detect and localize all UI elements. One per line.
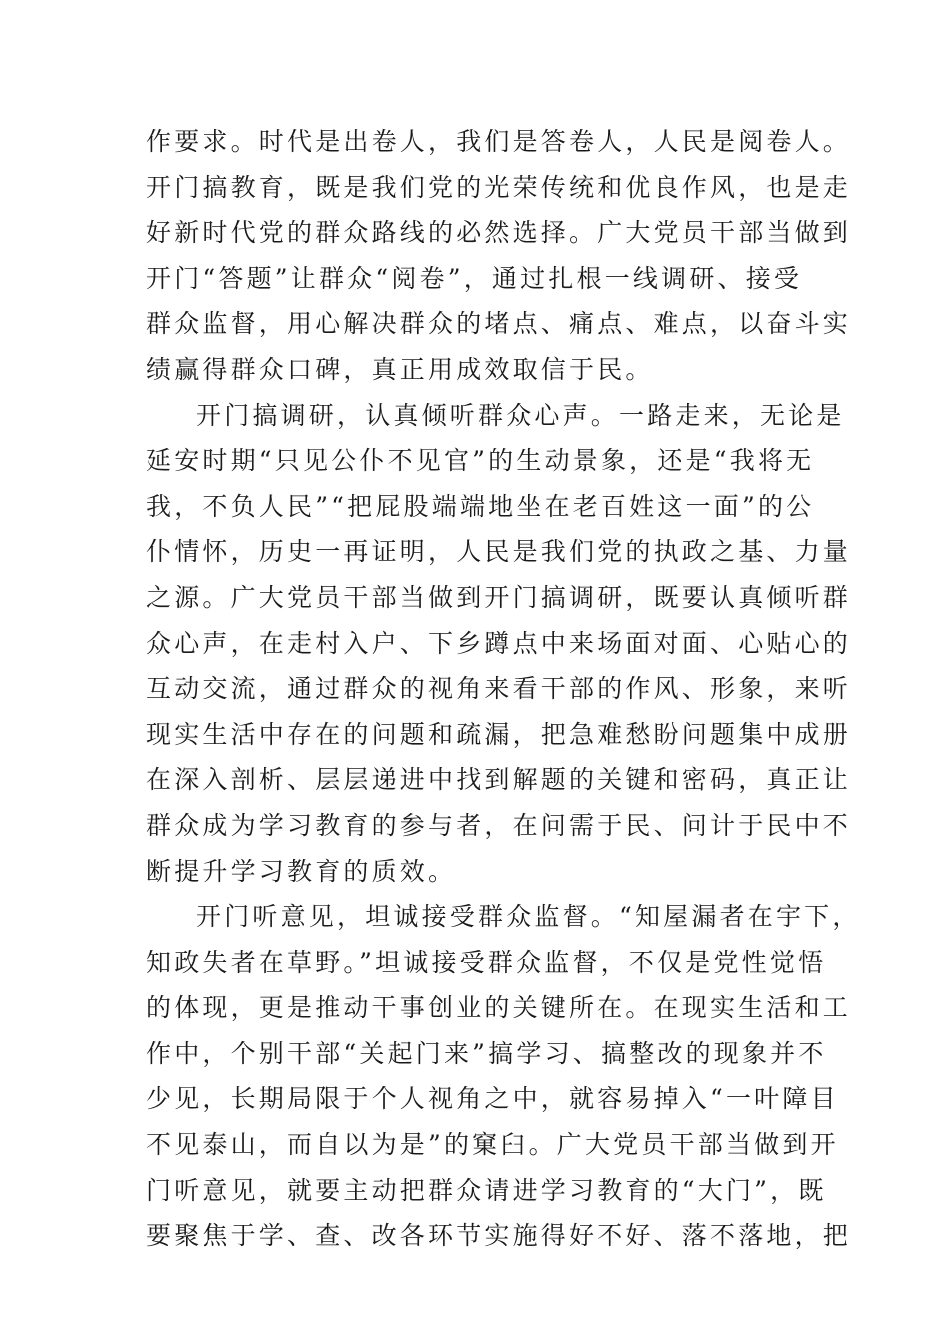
- text-line: 不见泰山，而自以为是”的窠臼。广大党员干部当做到开: [146, 1130, 839, 1160]
- text-line: 绩赢得群众口碑，真正用成效取信于民。: [146, 354, 654, 384]
- text-line: 我，不负人民”“把屁股端端地坐在老百姓这一面”的公: [146, 491, 815, 521]
- text-line: 开门“答题”让群众“阅卷”，通过扎根一线调研、接受: [146, 263, 803, 293]
- text-line: 仆情怀，历史一再证明，人民是我们党的执政之基、力量: [146, 537, 852, 567]
- text-line: 众心声，在走村入户、下乡蹲点中来场面对面、心贴心的: [146, 628, 852, 658]
- text-line: 作中，个别干部“关起门来”搞学习、搞整改的现象并不: [146, 1038, 827, 1068]
- text-line: 互动交流，通过群众的视角来看干部的作风、形象，来听: [146, 674, 852, 704]
- body-text: [146, 119, 861, 1259]
- text-line: 的体现，更是推动干事创业的关键所在。在现实生活和工: [146, 993, 852, 1023]
- paragraph: [146, 119, 852, 393]
- text-line: 少见，长期局限于个人视角之中，就容易掉入“一叶障目: [146, 1084, 839, 1114]
- text-line: 开门搞教育，既是我们党的光荣传统和优良作风，也是走: [146, 172, 852, 202]
- text-line: 要聚焦于学、查、改各环节实施得好不好、落不落地，把: [146, 1221, 852, 1251]
- text-line: 断提升学习教育的质效。: [146, 856, 457, 886]
- text-line: 知政失者在草野。”坦诚接受群众监督，不仅是党性觉悟: [146, 947, 827, 977]
- text-line: 群众监督，用心解决群众的堵点、痛点、难点，以奋斗实: [146, 309, 852, 339]
- text-line: 开门听意见，坦诚接受群众监督。“知屋漏者在宇下，: [196, 902, 861, 932]
- text-line: 门听意见，就要主动把群众请进学习教育的“大门”，既: [146, 1175, 827, 1205]
- paragraph: [146, 393, 852, 895]
- text-line: 群众成为学习教育的参与者，在问需于民、问计于民中不: [146, 810, 852, 840]
- text-line: 好新时代党的群众路线的必然选择。广大党员干部当做到: [146, 218, 852, 248]
- text-line: 延安时期“只见公仆不见官”的生动景象，还是“我将无: [146, 446, 815, 476]
- text-line: 之源。广大党员干部当做到开门搞调研，既要认真倾听群: [146, 582, 852, 612]
- text-line: 作要求。时代是出卷人，我们是答卷人，人民是阅卷人。: [146, 127, 852, 156]
- text-line: 开门搞调研，认真倾听群众心声。一路走来，无论是: [196, 400, 845, 430]
- text-line: 在深入剖析、层层递进中找到解题的关键和密码，真正让: [146, 765, 852, 795]
- paragraph: [146, 894, 861, 1259]
- text-line: 现实生活中存在的问题和疏漏，把急难愁盼问题集中成册: [146, 719, 852, 749]
